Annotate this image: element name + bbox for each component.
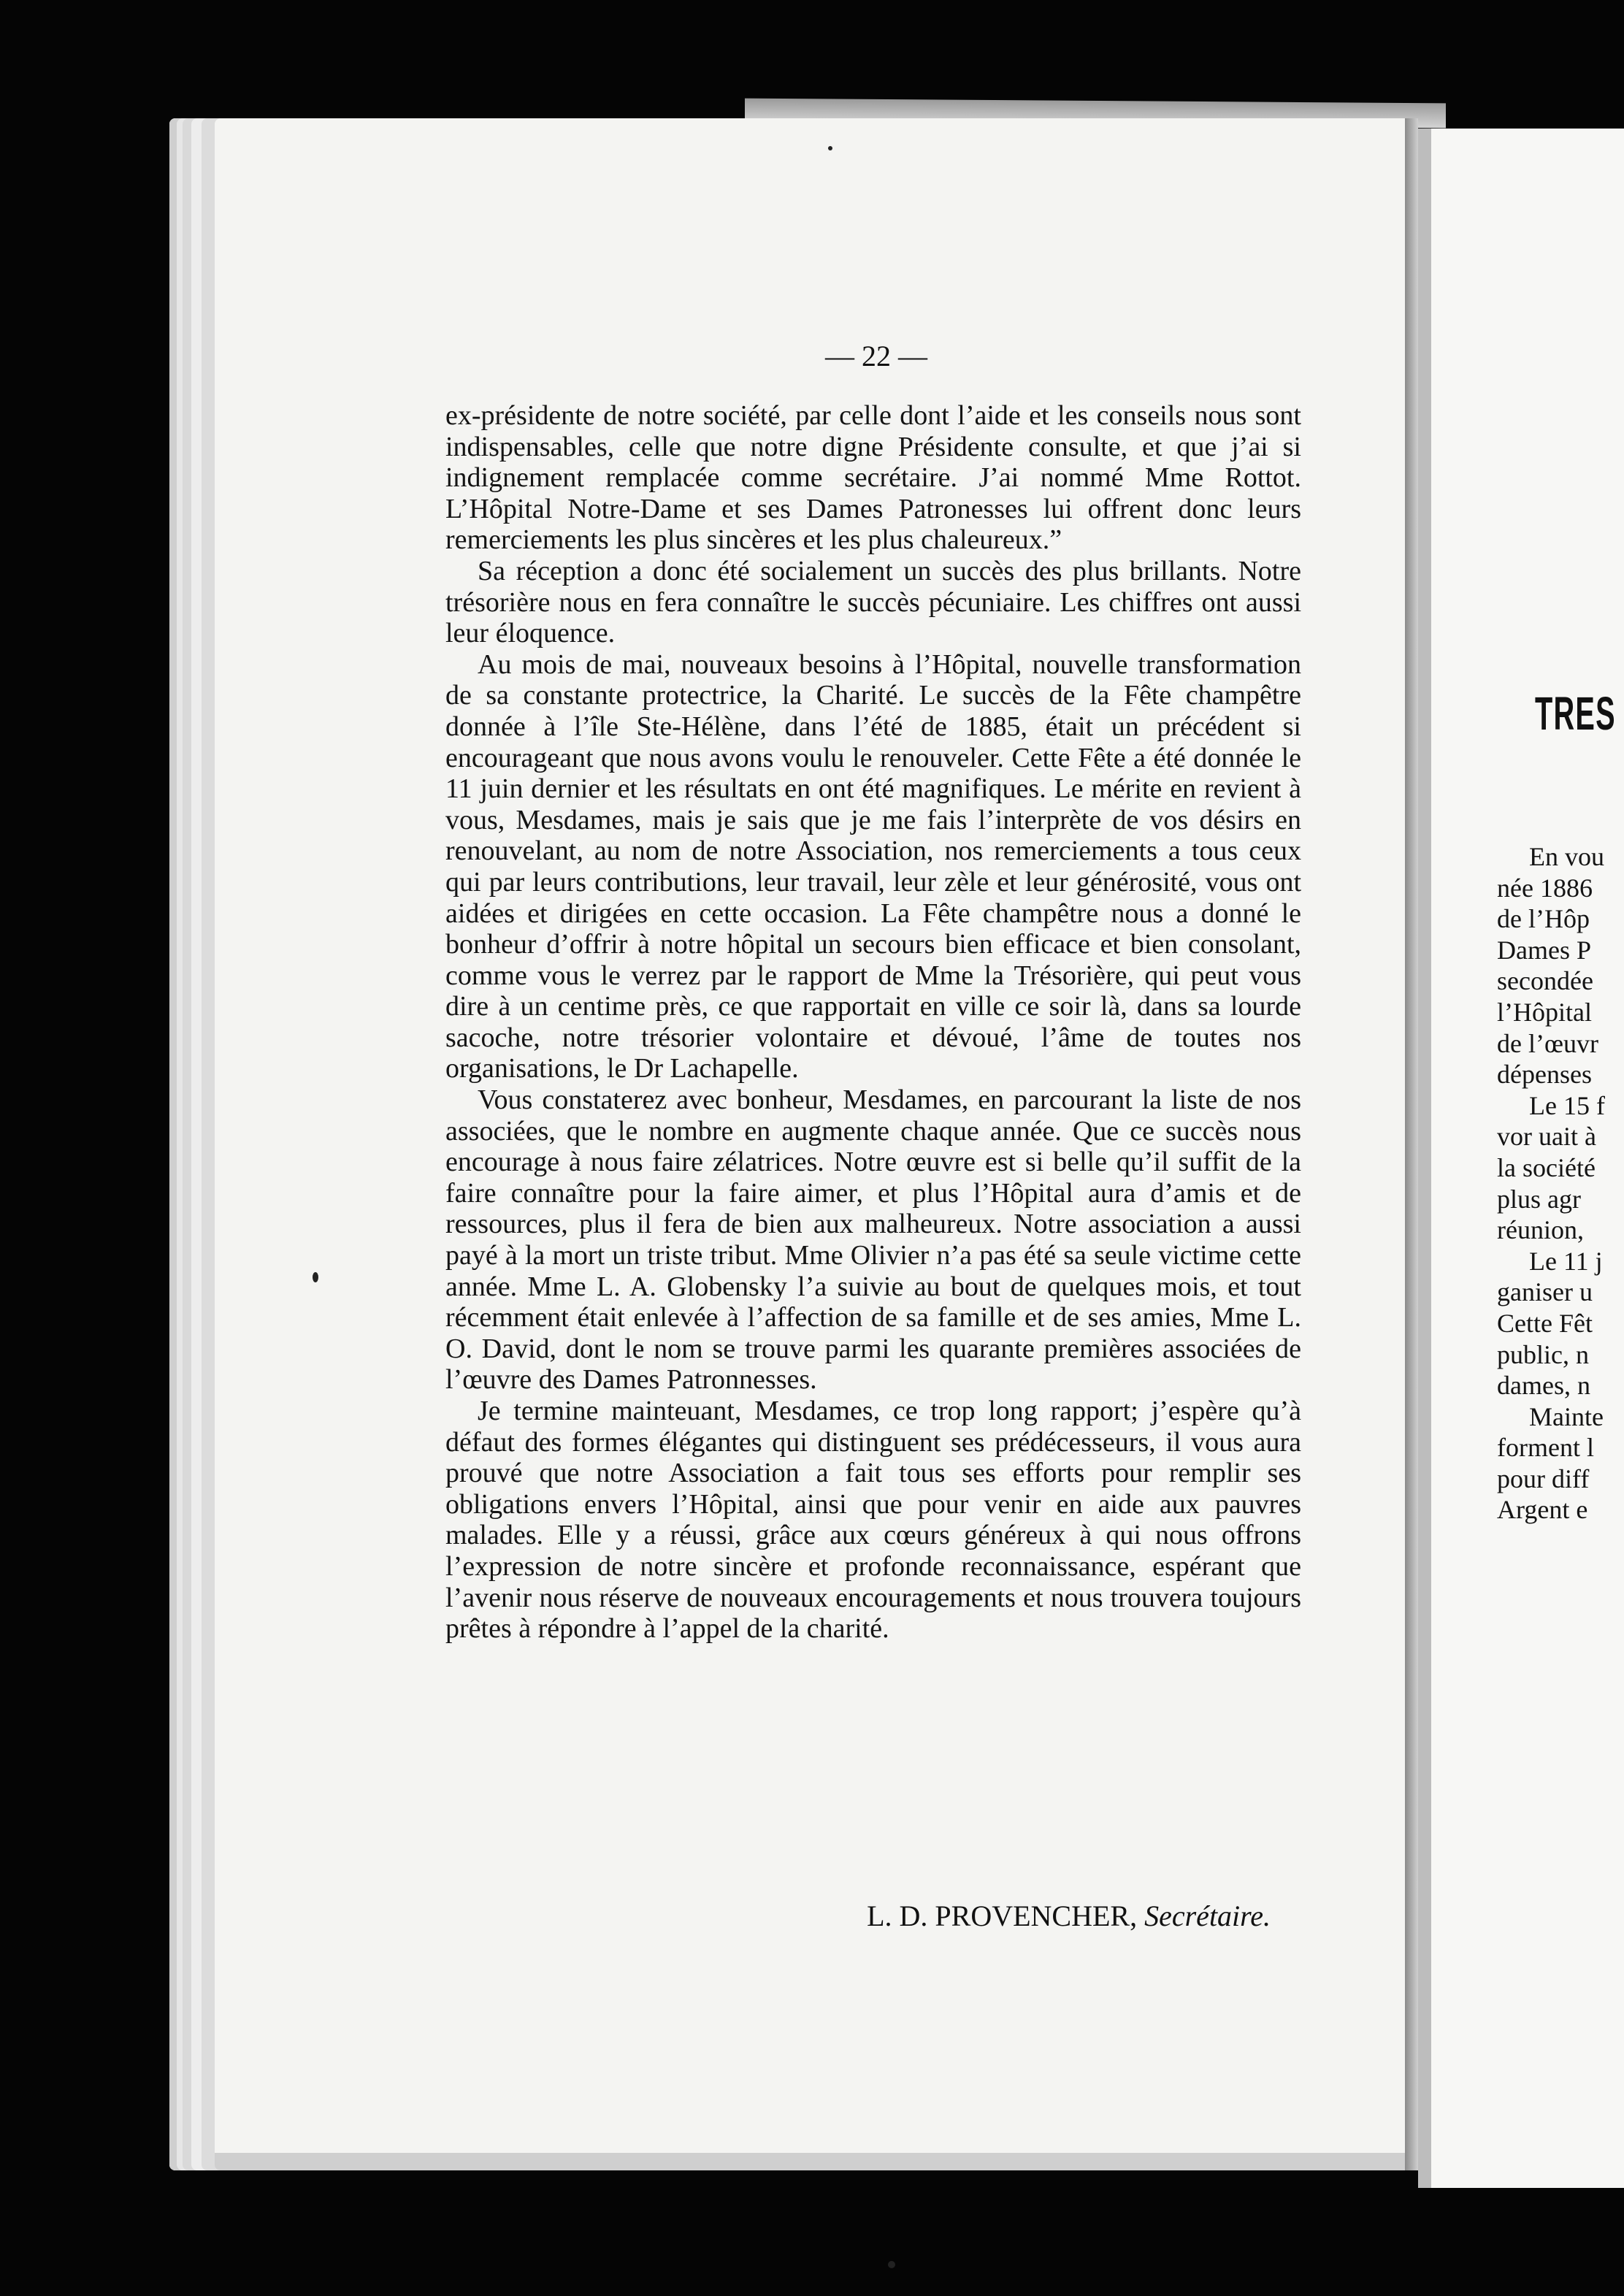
right-page-line: pour diff <box>1497 1463 1590 1493</box>
right-page-line: Le 11 j <box>1529 1246 1603 1276</box>
paragraph: Sa réception a donc été socialement un succès des plus brillants. Notre trésorière nous en fera connaître le succès pécuniaire. Les chiffres ont aussi leur éloquence. <box>445 555 1301 649</box>
right-page-line: Dames P <box>1497 935 1591 965</box>
page-number: — 22 — <box>825 340 927 372</box>
right-page-heading: TRES <box>1535 687 1616 740</box>
right-page-line: dépenses <box>1497 1060 1592 1090</box>
right-page-line: vor uait à <box>1497 1122 1596 1152</box>
paragraph: ex-présidente de notre société, par celle dont l’aide et les conseils nous sont indispensables, celle que notre digne Présidente consulte, et que j’ai si indignement remplacée comme secrétaire. J’ai nommé Mme Rottot. L’Hôpital Notre-Dame et ses Dames Patronesses lui offrent donc leurs remerciements les plus sincères et les plus chaleureux.” <box>445 400 1301 556</box>
right-page-text <box>1497 841 1624 1526</box>
right-page-line: Cette Fêt <box>1497 1308 1593 1338</box>
right-page-line: plus agr <box>1497 1184 1581 1214</box>
right-page-line: de l’Hôp <box>1497 904 1590 934</box>
scan-speck <box>828 146 832 150</box>
right-page-line: réunion, <box>1497 1215 1584 1245</box>
body-text <box>445 400 1301 1896</box>
right-page-line: secondée <box>1497 966 1593 996</box>
right-page-line: l’Hôpital <box>1497 997 1592 1027</box>
right-page-line: Le 15 f <box>1529 1090 1605 1120</box>
paragraph: Vous constaterez avec bonheur, Mesdames, en parcourant la liste de nos associées, que le nombre en augmente chaque année. Que ce succès nous encourage à nous faire zélatrices. Notre œuvre est si belle qu’il suffit de la faire connaître pour la faire aimer, et plus l’Hôpital aura d’amis et de ressources, plus il fera de bien aux malheureux. Notre association a aussi payé à la mort un triste tribut. Mme Olivier n’a pas été sa seule victime cette année. Mme L. A. Globensky l’a suivie au bout de quelques mois, et tout récemment était enlevée à l’affection de sa famille et de ses amies, Mme L. O. David, dont le nom se trouve parmi les quarante premières associées de l’œuvre des Dames Patronnesses. <box>445 1084 1301 1396</box>
signature-name: L. D. PROVENCHER, <box>867 1899 1138 1932</box>
right-page-line: public, n <box>1497 1339 1589 1369</box>
paragraph: Au mois de mai, nouveaux besoins à l’Hôpital, nouvelle transformation de sa constante protectrice, la Charité. Le succès de la Fête champêtre donnée à l’île Ste-Hélène, dans l’été de 1885, était un précédent si encourageant que nous avons voulu le renouveler. Cette Fête a été donnée le 11 juin dernier et les résultats en ont été magnifiques. Le mérite en revient à vous, Mesdames, mais je sais que je me fais l’interprète de vos désirs en renouvelant, au nom de notre Association, nos remerciements a tous ceux qui par leurs contributions, leur travail, leur zèle et leur générosité, vous ont aidées et dirigées en cette occasion. La Fête champêtre nous a donné le bonheur d’offrir à notre hôpital un secours bien efficace et bien consolant, comme vous le verrez par le rapport de Mme la Trésorière, qui peut vous dire à un centime près, ce que rapportait en ville ce soir là, dans sa lourde sacoche, notre trésorier volontaire et dévoué, l’âme de toutes nos organisations, le Dr Lachapelle. <box>445 648 1301 1084</box>
paragraph: Je termine mainteuant, Mesdames, ce trop long rapport; j’espère qu’à défaut des formes élégantes qui distinguent ses prédécesseurs, il vous aura prouvé que notre Association a fait tous ses efforts pour remplir ses obligations envers l’Hôpital, ainsi que pour venir en aide aux pauvres malades. Elle y a réussi, grâce aux cœurs généreux à qui nous offrons l’expression de notre sincère et profonde reconnaissance, espérant que l’avenir nous réserve de nouveaux encouragements et nous trouvera toujours prêtes à répondre à l’appel de la charité. <box>445 1396 1301 1645</box>
signature <box>803 1899 1271 1933</box>
right-page-line: Argent e <box>1497 1495 1588 1525</box>
right-page-line: Mainte <box>1529 1401 1604 1431</box>
right-page-line: En vou <box>1529 842 1604 871</box>
right-page-line: dames, n <box>1497 1371 1590 1401</box>
right-page-line: la société <box>1497 1152 1596 1182</box>
signature-title: Secrétaire. <box>1144 1899 1271 1932</box>
scan-speck <box>888 2261 895 2268</box>
scan-speck <box>313 1272 318 1282</box>
right-page-line: ganiser u <box>1497 1277 1593 1307</box>
right-page-line: de l’œuvr <box>1497 1028 1598 1058</box>
right-page-line: forment l <box>1497 1433 1594 1463</box>
right-page-line: née 1886 <box>1497 873 1593 903</box>
